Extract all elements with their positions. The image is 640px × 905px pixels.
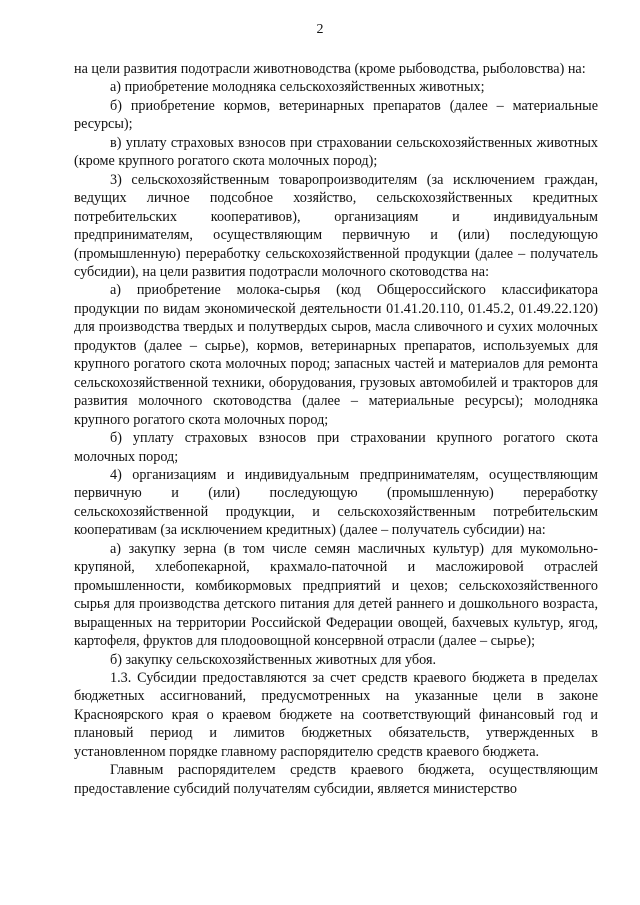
paragraph-clause-1-3: 1.3. Субсидии предоставляются за счет средств краевого бюджета в пределах бюджетных ассигнований, предусмотренных на указанные цели в законе Красноярского края о краевом бюджете на соответствующий финансовый год и плановый период и лимитов бюджетных обязательств, утвержденных в установленном порядке главному распорядителю средств краевого бюджета. [74,669,598,760]
document-body [74,60,598,798]
paragraph-point-3-dairy: 3) сельскохозяйственным товаропроизводителям (за исключением граждан, ведущих личное подсобное хозяйство, сельскохозяйственных кредитных потребительских кооперативов), организациям и индивидуальным предпринимателям, осуществляющим первичную и (или) последующую (промышленную) переработку сельскохозяйственной продукции (далее – получатель субсидии), на цели развития подотрасли молочного скотоводства на: [74,171,598,280]
paragraph-main-administrator: Главным распорядителем средств краевого бюджета, осуществляющим предоставление субсидий получателям субсидии, является министерство [74,762,598,797]
paragraph-item-insurance-animals: в) уплату страховых взносов при страховании сельскохозяйственных животных (кроме крупного рогатого скота молочных пород); [74,134,598,170]
page-number: 2 [316,22,324,37]
paragraph-item-feed-vet: б) приобретение кормов, ветеринарных препаратов (далее – материальные ресурсы); [74,97,598,133]
paragraph-item-insurance-cattle: б) уплату страховых взносов при страховании крупного рогатого скота молочных пород; [74,430,598,465]
paragraph-item-raw-milk: а) приобретение молока-сырья (код Общероссийского классификатора продукции по видам экономической деятельности 01.41.20.110, 01.45.2, 01.49.22.120) для производства твердых и полутвердых сыров, масла сливочного и сухих молочных продуктов (далее – сырье), кормов, ветеринарных препаратов, используемых для крупного рогатого скота молочных пород; запасных частей и материалов для ремонта сельскохозяйственной техники, оборудования, грузовых автомобилей и тракторов для развития молочного скотоводства (далее – материальные ресурсы); молодняка крупного рогатого скота молочных пород; [74,282,598,428]
paragraph-item-slaughter-animals: б) закупку сельскохозяйственных животных для убоя. [110,651,437,668]
paragraph-point-4-processing: 4) организациям и индивидуальным предпринимателям, осуществляющим первичную и (или) последующую (промышленную) переработку сельскохозяйственной продукции, и сельскохозяйственным потребительским кооперативам (за исключением кредитных) (далее – получатель субсидии) на: [74,466,598,539]
paragraph-item-young-animals: а) приобретение молодняка сельскохозяйственных животных; [110,79,485,96]
paragraph-item-grain-purchase: а) закупку зерна (в том числе семян масличных культур) для мукомольно-крупяной, хлебопекарной, крахмало-паточной и масложировой отраслей промышленности, комбикормовых предприятий и цехов; сельскохозяйственного сырья для производства детского питания для детей раннего и дошкольного возраста, выращенных на территории Российской Федерации овощей, бахчевых культур, ягод, картофеля, фруктов для плодоовощной консервной отрасли (далее – сырье); [74,540,598,650]
paragraph-continuation-livestock: на цели развития подотрасли животноводства (кроме рыбоводства, рыболовства) на: [74,61,586,77]
